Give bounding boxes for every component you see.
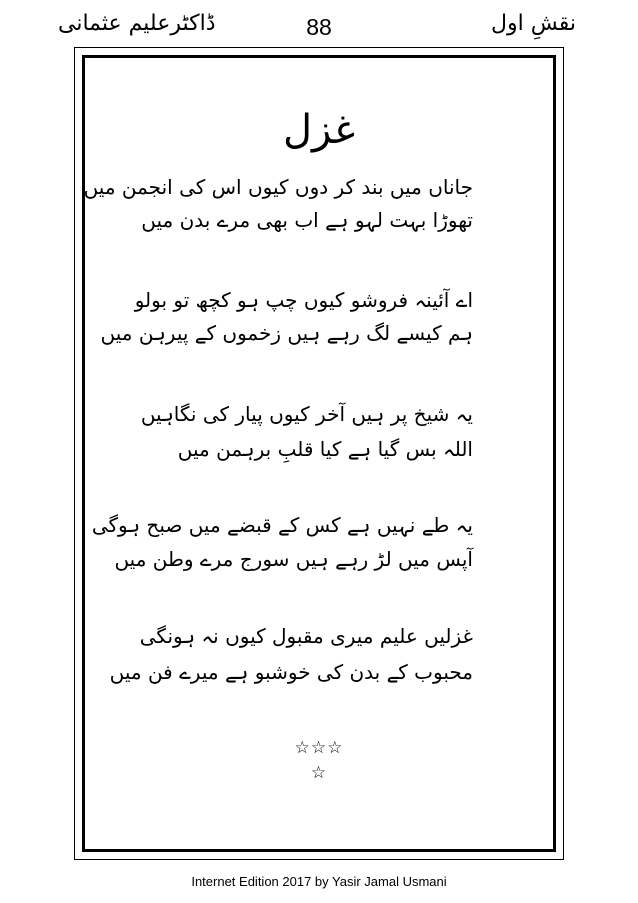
- verse-line-6: اللہ بس گیا ہے کیا قلبِ برہمن میں: [177, 437, 473, 461]
- author-name: ڈاکٹرعلیم عثمانی: [58, 11, 216, 36]
- verse-line-4: ہم کیسے لگ رہے ہیں زخموں کے پیرہن میں: [100, 321, 473, 345]
- verse-line-3: اے آئینہ فروشو کیوں چپ ہو کچھ تو بولو: [134, 288, 473, 312]
- poem-title: غزل: [282, 107, 356, 153]
- page-number: 88: [306, 14, 332, 40]
- footer-credit: Internet Edition 2017 by Yasir Jamal Usmani: [191, 874, 447, 889]
- verse-line-7: یہ طے نہیں ہے کس کے قبضے میں صبح ہوگی: [91, 513, 473, 537]
- verse-line-8: آپس میں لڑ رہے ہیں سورج مرے وطن میں: [114, 547, 473, 571]
- star-ornament-row-2: ☆: [310, 763, 328, 783]
- verse-line-10: محبوب کے بدن کی خوشبو ہے میرے فن میں: [109, 660, 473, 684]
- verse-line-1: جاناں میں بند کر دوں کیوں اس کی انجمن میں: [83, 175, 473, 199]
- star-ornament-row-1: ☆☆☆: [294, 738, 344, 758]
- verse-line-5: یہ شیخ پر ہیں آخر کیوں پیار کی نگاہیں: [140, 402, 473, 426]
- verse-line-9: غزلیں علیم میری مقبول کیوں نہ ہونگی: [139, 624, 473, 648]
- book-title: نقشِ اول: [490, 11, 576, 36]
- verse-line-2: تھوڑا بہت لہو ہے اب بھی مرے بدن میں: [141, 208, 473, 232]
